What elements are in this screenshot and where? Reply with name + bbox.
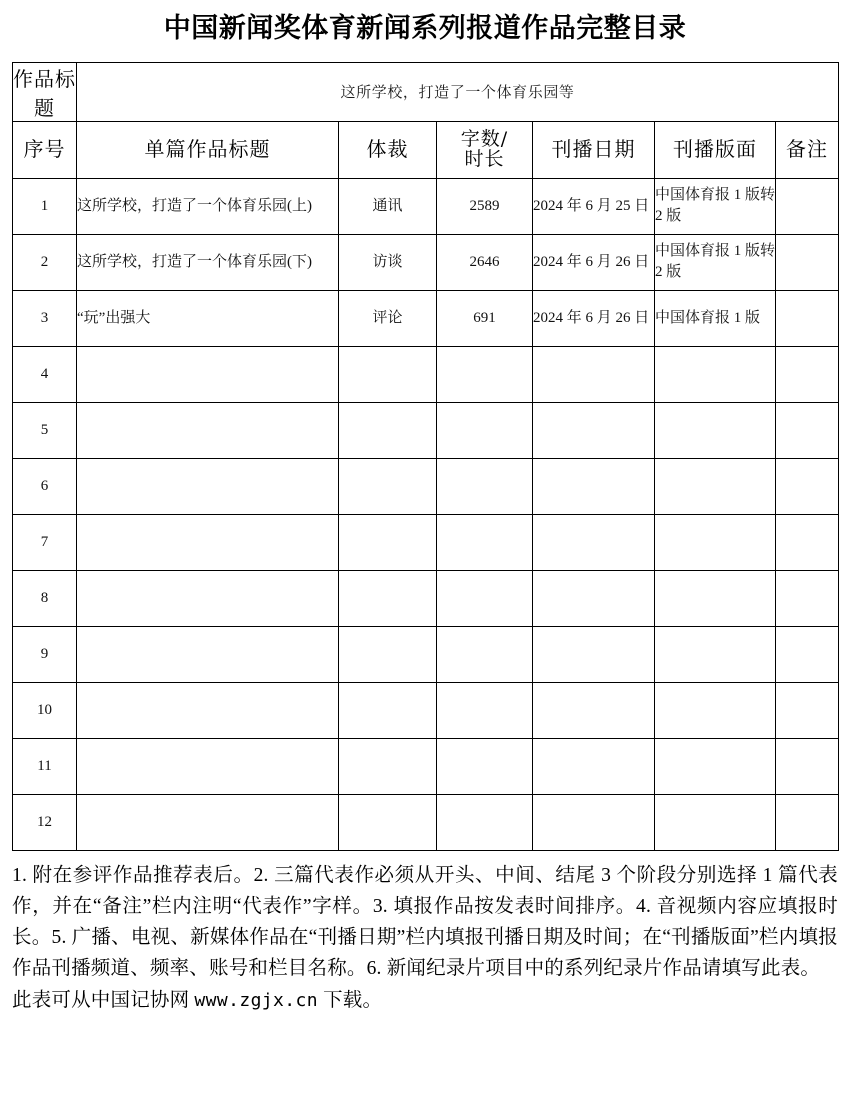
row-number: 11: [13, 738, 77, 794]
work-remark: [776, 794, 839, 850]
row-number: 1: [13, 178, 77, 234]
work-remark: [776, 178, 839, 234]
download-suffix: 下载。: [318, 989, 383, 1011]
work-genre: 评论: [339, 290, 437, 346]
table-row: [13, 234, 839, 290]
work-remark: [776, 346, 839, 402]
table-row: [13, 346, 839, 402]
table-header-row: [13, 121, 839, 178]
catalog-table: [12, 62, 839, 851]
work-remark: [776, 458, 839, 514]
row-number: 7: [13, 514, 77, 570]
column-header-no: 序号: [13, 121, 77, 178]
work-single-title: [77, 570, 339, 626]
work-publish-page: 中国体育报 1 版转 2 版: [655, 178, 776, 234]
work-publish-page: [655, 402, 776, 458]
work-publish-page: [655, 570, 776, 626]
table-row: [13, 794, 839, 850]
work-publish-date: [533, 794, 655, 850]
work-single-title: [77, 402, 339, 458]
work-word-count: 691: [437, 290, 533, 346]
work-word-count: [437, 682, 533, 738]
work-word-count: [437, 514, 533, 570]
work-publish-page: [655, 458, 776, 514]
work-single-title: 这所学校，打造了一个体育乐园(上): [77, 178, 339, 234]
work-publish-date: [533, 570, 655, 626]
table-row: [13, 626, 839, 682]
table-row: [13, 570, 839, 626]
row-number: 8: [13, 570, 77, 626]
work-publish-date: 2024 年 6 月 26 日: [533, 290, 655, 346]
work-word-count: [437, 794, 533, 850]
work-publish-page: [655, 346, 776, 402]
work-publish-page: [655, 738, 776, 794]
work-word-count: 2646: [437, 234, 533, 290]
row-number: 6: [13, 458, 77, 514]
work-title-label: 作品标题: [13, 62, 77, 121]
work-publish-date: [533, 402, 655, 458]
work-publish-date: [533, 458, 655, 514]
work-single-title: [77, 626, 339, 682]
work-genre: 通讯: [339, 178, 437, 234]
work-publish-date: 2024 年 6 月 25 日: [533, 178, 655, 234]
footer-notes: [12, 860, 838, 1016]
work-genre: [339, 738, 437, 794]
table-row: [13, 458, 839, 514]
footer-notes-body: 1. 附在参评作品推荐表后。2. 三篇代表作必须从开头、中间、结尾 3 个阶段分别选择 1 篇代表作，并在“备注”栏内注明“代表作”字样。3. 填报作品按发表时间排序。4. 音视频内容应填报时长。5. 广播、电视、新媒体作品在“刊播日期”栏内填报刊播日期及时间；在“刊播版面”栏内填报作品刊播频道、频率、账号和栏目名称。6. 新闻纪录片项目中的系列纪录片作品请填写此表。: [12, 864, 838, 979]
work-word-count: [437, 458, 533, 514]
table-row: [13, 514, 839, 570]
work-single-title: [77, 682, 339, 738]
work-publish-date: [533, 626, 655, 682]
page-title: 中国新闻奖体育新闻系列报道作品完整目录: [163, 13, 687, 44]
catalog-table-wrapper: [12, 62, 838, 851]
work-remark: [776, 570, 839, 626]
row-number: 5: [13, 402, 77, 458]
row-number: 4: [13, 346, 77, 402]
column-header-word-count: [437, 121, 533, 178]
work-genre: [339, 794, 437, 850]
work-genre: [339, 626, 437, 682]
work-remark: [776, 290, 839, 346]
work-single-title: [77, 458, 339, 514]
work-publish-date: [533, 682, 655, 738]
work-word-count: [437, 346, 533, 402]
table-row: [13, 178, 839, 234]
work-genre: [339, 682, 437, 738]
work-word-count: [437, 738, 533, 794]
footer-download-line: [12, 985, 838, 1016]
work-publish-date: 2024 年 6 月 26 日: [533, 234, 655, 290]
work-single-title: [77, 346, 339, 402]
row-number: 3: [13, 290, 77, 346]
work-word-count: [437, 402, 533, 458]
work-publish-page: [655, 682, 776, 738]
row-number: 10: [13, 682, 77, 738]
work-publish-date: [533, 738, 655, 794]
work-publish-page: [655, 626, 776, 682]
column-header-genre: 体裁: [339, 121, 437, 178]
work-title-row: [13, 62, 839, 121]
work-publish-date: [533, 514, 655, 570]
work-single-title: “玩”出强大: [77, 290, 339, 346]
work-genre: 访谈: [339, 234, 437, 290]
work-genre: [339, 570, 437, 626]
work-remark: [776, 738, 839, 794]
column-header-single-title: 单篇作品标题: [77, 121, 339, 178]
table-row: [13, 682, 839, 738]
row-number: 12: [13, 794, 77, 850]
work-publish-page: [655, 794, 776, 850]
work-single-title: [77, 514, 339, 570]
work-remark: [776, 682, 839, 738]
work-publish-date: [533, 346, 655, 402]
column-header-word-count-line2: 时长: [464, 147, 505, 170]
table-row: [13, 402, 839, 458]
work-title-value: 这所学校，打造了一个体育乐园等: [77, 62, 839, 121]
work-remark: [776, 626, 839, 682]
column-header-publish-date: 刊播日期: [533, 121, 655, 178]
row-number: 2: [13, 234, 77, 290]
table-row: [13, 738, 839, 794]
work-publish-page: 中国体育报 1 版: [655, 290, 776, 346]
work-remark: [776, 402, 839, 458]
work-genre: [339, 402, 437, 458]
work-publish-page: 中国体育报 1 版转 2 版: [655, 234, 776, 290]
zgjx-website-url: www.zgjx.cn: [194, 989, 318, 1011]
row-number: 9: [13, 626, 77, 682]
work-word-count: 2589: [437, 178, 533, 234]
work-remark: [776, 514, 839, 570]
work-genre: [339, 514, 437, 570]
column-header-publish-page: 刊播版面: [655, 121, 776, 178]
work-word-count: [437, 626, 533, 682]
work-single-title: [77, 738, 339, 794]
work-single-title: [77, 794, 339, 850]
work-remark: [776, 234, 839, 290]
column-header-remark: 备注: [776, 121, 839, 178]
table-row: [13, 290, 839, 346]
work-word-count: [437, 570, 533, 626]
work-publish-page: [655, 514, 776, 570]
work-single-title: 这所学校，打造了一个体育乐园(下): [77, 234, 339, 290]
column-header-word-count-line1: 字数/: [460, 127, 509, 150]
work-genre: [339, 458, 437, 514]
work-genre: [339, 346, 437, 402]
download-prefix: 此表可从中国记协网: [12, 989, 195, 1011]
